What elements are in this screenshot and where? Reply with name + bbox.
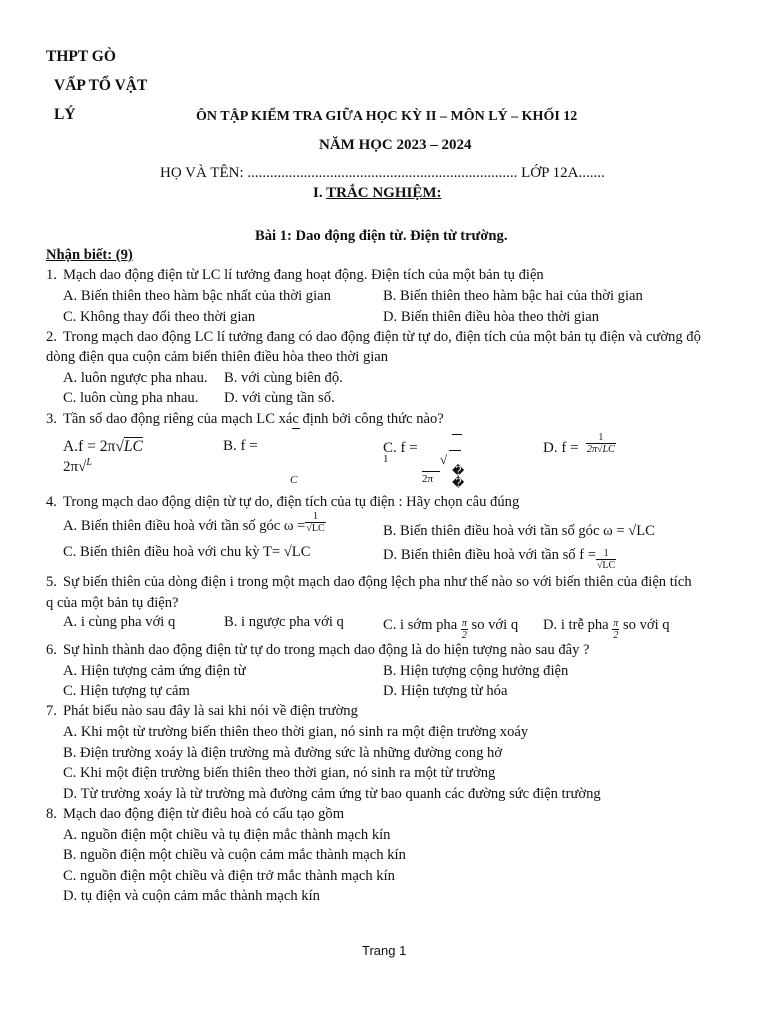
q3-c-bar3 xyxy=(422,471,440,472)
fraction-numerator: 1 xyxy=(603,548,609,559)
q5-d-pre: D. i trễ pha xyxy=(543,616,609,633)
school-name-line1: THPT GÒ xyxy=(46,48,116,65)
q4-a-fraction xyxy=(305,511,325,534)
q5-option-b: B. i ngược pha với q xyxy=(224,614,344,630)
section-heading xyxy=(313,185,442,202)
question-text: Sự biến thiên của dòng điện i trong một mạch dao động lệch pha như thế nào so với biến thiên của điện tích xyxy=(63,574,692,590)
question-6 xyxy=(46,642,590,659)
q3-a-formula: A.f = 2π xyxy=(63,438,116,455)
question-5-line2: q của một bản tụ điện? xyxy=(46,595,179,611)
q3-c-bar xyxy=(452,434,462,435)
q2-option-d: D. với cùng tần số. xyxy=(224,390,335,406)
fraction-denominator: √LC xyxy=(596,560,616,571)
q2-option-c: C. luôn cùng pha nhau. xyxy=(63,390,199,406)
question-number: 2. xyxy=(46,329,57,345)
q3-option-a-line2 xyxy=(63,457,92,476)
q7-option-b: B. Điện trường xoáy là điện trường mà đường sức là những đường cong hở xyxy=(63,745,503,761)
question-text: Tần số dao động riêng của mạch LC xác định bởi công thức nào? xyxy=(63,411,444,427)
q5-d-post: so với q xyxy=(622,616,670,633)
q4-a-text: A. Biến thiên điều hoà với tần số góc ω = xyxy=(63,517,306,534)
sqrt-symbol: √ xyxy=(78,459,87,475)
q3-a-radicand: LC xyxy=(123,438,143,455)
lesson-title: Bài 1: Dao động điện từ. Điện từ trường. xyxy=(255,228,508,244)
section-number: I. xyxy=(313,185,323,201)
q1-option-d: D. Biến thiên điều hòa theo thời gian xyxy=(383,309,600,325)
question-1 xyxy=(46,267,544,284)
q7-option-d: D. Từ trường xoáy là từ trường mà đường cảm ứng từ bao quanh các đường sức điện trường xyxy=(63,786,601,802)
question-2-line2: dòng điện qua cuộn cảm biến thiên điều hòa theo thời gian xyxy=(46,349,389,365)
school-year: NĂM HỌC 2023 – 2024 xyxy=(319,137,472,153)
question-number: 6. xyxy=(46,642,57,658)
q8-option-a: A. nguồn điện một chiều và tụ điện mắc thành mạch kín xyxy=(63,827,391,843)
q3-d-fraction xyxy=(586,432,616,455)
q3-c-glyph1: � xyxy=(452,464,465,478)
question-3 xyxy=(46,411,444,428)
q6-option-d: D. Hiện tượng từ hóa xyxy=(383,683,508,699)
question-text: Mạch dao động điện từ LC lí tưởng đang hoạt động. Điện tích của một bản tụ điện xyxy=(63,267,544,283)
section-title: TRẮC NGHIỆM: xyxy=(326,185,442,201)
document-title: ÔN TẬP KIỂM TRA GIỮA HỌC KỲ II – MÔN LÝ – KHỐI 12 xyxy=(196,109,578,124)
fraction-numerator: π xyxy=(613,618,619,629)
q5-option-d xyxy=(543,614,670,641)
q3-c-sqrt: √ xyxy=(440,452,448,467)
q7-option-c: C. Khi một điện trường biến thiên theo thời gian, nó sinh ra một từ trường xyxy=(63,765,496,781)
question-7 xyxy=(46,703,358,720)
q2-option-b: B. với cùng biên độ. xyxy=(224,370,343,386)
question-number: 4. xyxy=(46,494,57,510)
q4-d-fraction xyxy=(596,548,616,571)
fraction-numerator: π xyxy=(461,618,467,629)
question-text: Phát biểu nào sau đây là sai khi nói về điện trường xyxy=(63,703,358,719)
question-8 xyxy=(46,806,344,823)
level-label: Nhận biết: (9) xyxy=(46,247,133,263)
q4-option-a xyxy=(63,511,326,538)
question-text: Trong mạch dao động diện từ tự do, điện tích của tụ điện : Hãy chọn câu đúng xyxy=(63,494,520,510)
q3-option-d: D. f = xyxy=(543,440,579,456)
q3-option-c: C. f = xyxy=(383,440,418,456)
q2-option-a: A. luôn ngược pha nhau. xyxy=(63,370,208,386)
sqrt-symbol: √ xyxy=(115,438,124,455)
q3-option-a xyxy=(63,438,143,456)
q4-d-text: D. Biến thiên điều hoà với tần số f = xyxy=(383,546,596,563)
q3-option-b: B. f = xyxy=(223,438,258,454)
q3-b-fraction-bar xyxy=(292,428,300,429)
q1-option-b: B. Biến thiên theo hàm bậc hai của thời gian xyxy=(383,288,643,304)
q3-c-two-pi: 2π xyxy=(422,473,434,485)
q3-c-glyph2: � xyxy=(452,476,465,490)
q5-c-pre: C. i sớm pha xyxy=(383,616,458,633)
fraction-numerator: 1 xyxy=(313,511,319,522)
q1-option-c: C. Không thay đổi theo thời gian xyxy=(63,309,256,325)
q1-option-a: A. Biến thiên theo hàm bậc nhất của thời gian xyxy=(63,288,331,304)
school-name-line3: LÝ xyxy=(54,106,76,123)
q3-b-c: C xyxy=(290,474,298,486)
q8-option-d: D. tụ điện và cuộn cảm mắc thành mạch kín xyxy=(63,888,320,904)
q3-a-two-pi: 2π xyxy=(63,459,79,475)
fraction-denominator: 2 xyxy=(461,630,467,641)
question-number: 8. xyxy=(46,806,57,822)
q4-option-c: C. Biến thiên điều hoà với chu kỳ T= √LC xyxy=(63,544,311,560)
q4-option-d xyxy=(383,544,616,571)
q4-option-b: B. Biến thiên điều hoà với tần số góc ω = √LC xyxy=(383,523,655,539)
page-number: Trang 1 xyxy=(362,943,407,958)
school-name-line2: VẤP TỔ VẬT xyxy=(54,77,148,94)
q5-c-fraction xyxy=(461,618,468,641)
question-number: 3. xyxy=(46,411,57,427)
question-number: 1. xyxy=(46,267,57,283)
q5-option-a: A. i cùng pha với q xyxy=(63,614,176,630)
question-text: Mạch dao động điện từ điêu hoà có cấu tạo gồm xyxy=(63,806,345,822)
question-5 xyxy=(46,574,692,591)
q3-c-bar2 xyxy=(449,450,461,451)
q3-a-sub: L xyxy=(86,457,92,468)
question-4 xyxy=(46,494,519,511)
question-text: Trong mạch dao động LC lí tưởng đang có dao động điện từ tự do, điện tích của một bản tụ điện và cường độ xyxy=(63,329,701,345)
question-2 xyxy=(46,329,701,346)
question-number: 7. xyxy=(46,703,57,719)
q6-option-b: B. Hiện tượng cộng hưởng điện xyxy=(383,663,569,679)
fraction-denominator: 2π√LC xyxy=(587,444,615,455)
q5-option-c xyxy=(383,614,519,641)
fraction-numerator: 1 xyxy=(598,432,604,443)
question-number: 5. xyxy=(46,574,57,590)
fraction-denominator: 2 xyxy=(613,630,619,641)
q8-option-b: B. nguồn điện một chiều và cuộn cảm mắc thành mạch kín xyxy=(63,847,406,863)
question-text: Sự hình thành dao động điện từ tự do trong mạch dao động là do hiện tượng nào sau đây ? xyxy=(63,642,590,658)
q8-option-c: C. nguồn điện một chiều và điện trở mắc thành mạch kín xyxy=(63,868,395,884)
student-name-line: HỌ VÀ TÊN: ........................................................................ LỚP 12A....... xyxy=(160,165,605,181)
q5-d-fraction xyxy=(612,618,619,641)
fraction-denominator: √LC xyxy=(306,523,325,534)
q7-option-a: A. Khi một từ trường biến thiên theo thời gian, nó sinh ra một điện trường xoáy xyxy=(63,724,529,740)
q3-c-one: 1 xyxy=(383,453,389,465)
q6-option-a: A. Hiện tượng cảm ứng điện từ xyxy=(63,663,246,679)
q6-option-c: C. Hiện tượng tự cảm xyxy=(63,683,190,699)
q5-c-post: so với q xyxy=(471,616,519,633)
